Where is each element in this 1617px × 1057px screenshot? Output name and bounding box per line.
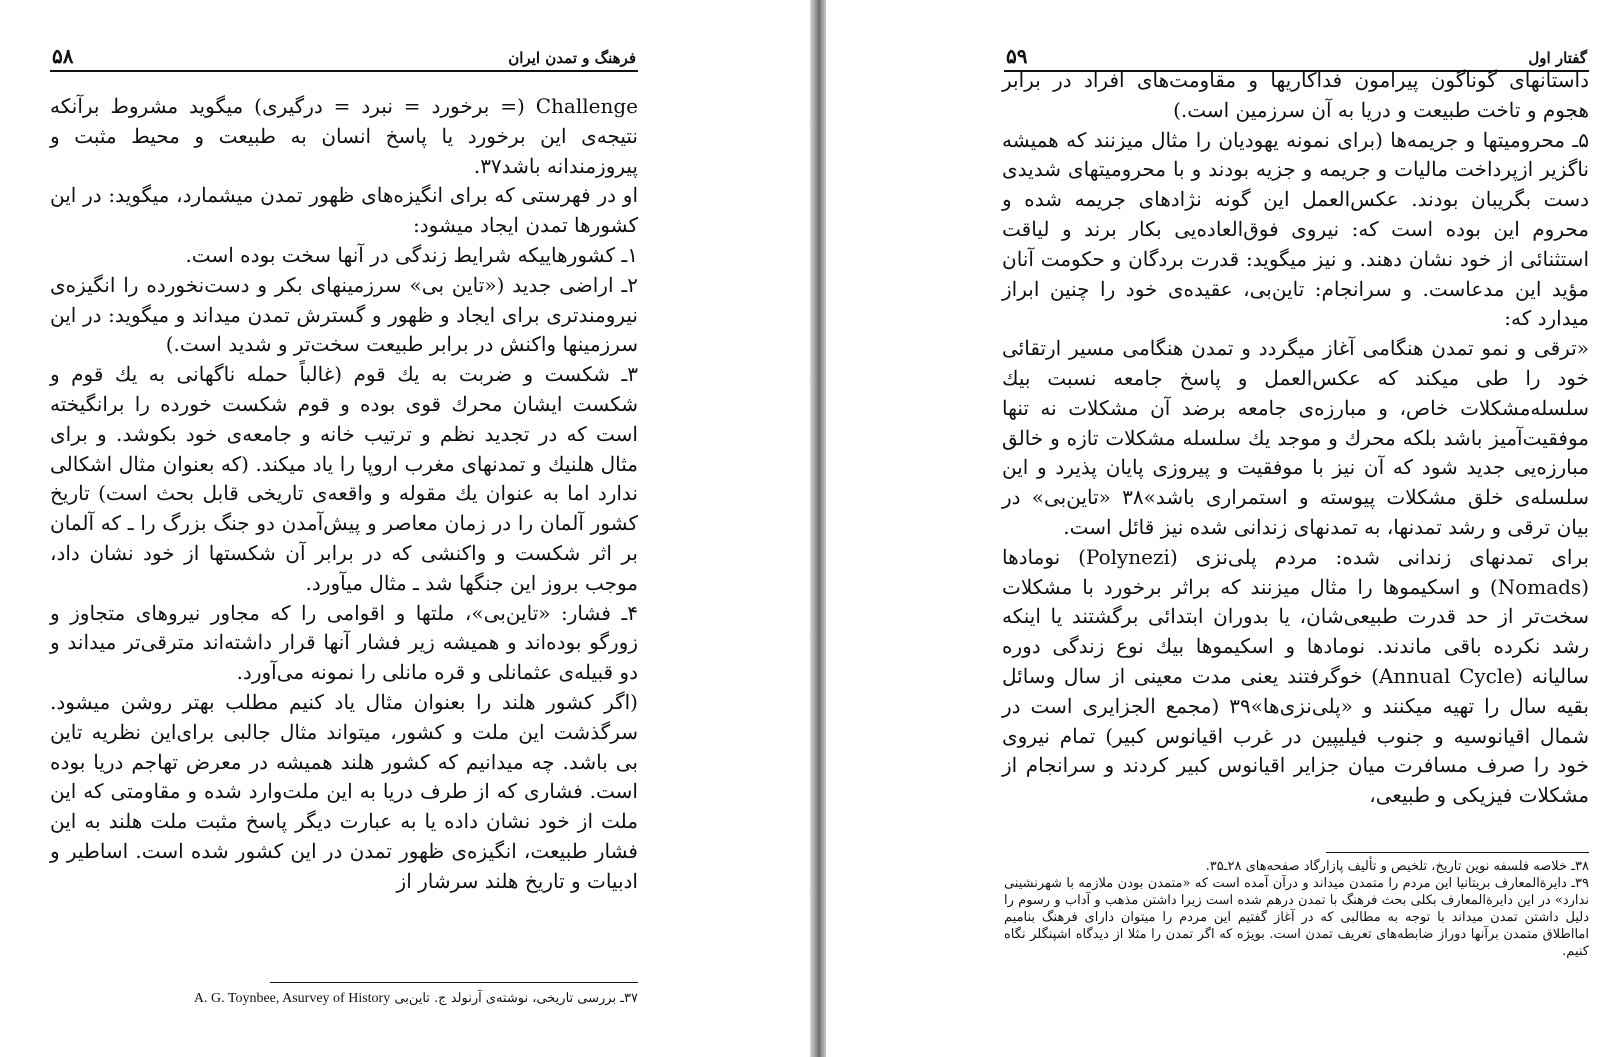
paragraph: (اگر کشور هلند را بعنوان مثال یاد کنیم مطلب بهتر روشن میشود. سرگذشت این ملت و کشور، میتواند مثال جالبی برای‌این نظریه تاین بی باشد. چه میدانیم که کشور هلند همیشه در معرض تهاجم دریا بوده است. فشاری که از طرف دریا به این ملت‌وارد شده و مقاومتی که این ملت از خود نشان داده یا به عبارت دیگر پاسخ مثبت ملت هلند به این فشار طبیعت، انگیزه‌ی ظهور تمدن در این کشور شده است. اساطیر و ادبیات و تاریخ هلند سرشار از bbox=[50, 689, 638, 893]
running-title: فرهنگ و تمدن ایران bbox=[508, 49, 636, 67]
paragraph: داستانهای گوناگون پیرامون فداکاریها و مقاومت‌های افراد در برابر هجوم و تاخت طبیعت و دریا به آن سرزمین است.) bbox=[1002, 68, 1589, 122]
footnote: ۳۸ـ خلاصه فلسفه نوین تاریخ، تلخیص و تألیف پازارگاد صفحه‌های ۲۸ـ۳۵. bbox=[1205, 859, 1589, 874]
body-text bbox=[1002, 66, 1589, 811]
page-number: ۵۹ bbox=[1006, 44, 1028, 68]
paragraph: برای تمدنهای زندانی شده: مردم پلی‌نزی (Polynezi) نومادها (Nomads) و اسکیموها را مثال میزنند که براثر برخورد با مشکلات سخت‌تر از حد قدرت طبیعی‌شان، یا بدوران ابتدائی برگشتند یا اینکه رشد نکرده باقی ماندند. نومادها و اسکیموها بیك نوع زندگی دوره سالیانه (Annual Cycle) خوگرفتند یعنی مدت معینی از سال وسائل بقیه سال را تهیه میکنند و «پلی‌نزی‌ها»۳۹ (مجمع الجزایری است در شمال اقیانوسیه و جنوب فیلیپین در غرب اقیانوس کبیر) تمام نیروی خود را صرف مسافرت میان جزایر اقیانوس کبیر کردند و سرانجام از مشکلات فیزیکی و طبیعی، bbox=[1002, 544, 1590, 808]
paragraph: ۱ـ کشورهاییکه شرایط زندگی در آنها سخت بوده است. bbox=[185, 242, 638, 267]
body-text bbox=[50, 92, 638, 897]
running-head bbox=[1006, 44, 1587, 68]
footnotes bbox=[50, 990, 638, 1007]
paragraph: ۲ـ اراضی جدید («تاین بی» سرزمینهای بکر و دست‌نخورده را انگیزه‌ی نیرومندتری برای ایجاد و ظهور و گسترش تمدن میداند و میگوید: در این سرزمینها واکنش در برابر طبیعت سخت‌تر و شدید است.) bbox=[50, 272, 638, 357]
footnote-text: ۳۷ـ بررسی تاریخی، نوشته‌ی آرنولد ج. تاین‌بی bbox=[394, 991, 638, 1006]
footnotes bbox=[1004, 858, 1589, 960]
book-gutter bbox=[810, 0, 826, 1057]
paragraph: ۴ـ فشار: «تاین‌بی»، ملتها و اقوامی را که مجاور نیروهای متجاوز و زورگو بوده‌اند و همیشه زیر فشار آنها قرار داشته‌اند مترقی‌تر میداند و دو قبیله‌ی عثمانلی و قره مانلی را نمونه می‌آورد. bbox=[50, 600, 638, 685]
paragraph: Challenge (= برخورد = نبرد = درگیری) میگوید مشروط برآنکه نتیجه‌ی این برخورد یا پاسخ انسان به طبیعت و محیط مثبت و پیروزمندانه باشد۳۷. bbox=[50, 94, 638, 178]
header-rule bbox=[50, 70, 638, 72]
footnote-rule bbox=[270, 982, 638, 983]
paragraph: او در فهرستی که برای انگیزه‌های ظهور تمدن میشمارد، میگوید: در این کشورها تمدن ایجاد میشود: bbox=[50, 183, 638, 238]
paragraph: ۳ـ شکست و ضربت به یك قوم (غالباً حمله ناگهانی به یك قوم و شکست ایشان محرك قوی بوده و قوم شکست خورده را برانگیخته است که در تجدید نظم و ترتیب خانه و جامعه‌ی خود بکوشد. و برای مثال هلنیك و تمدنهای مغرب اروپا را یاد میکند. (که بعنوان مثال اشکالی ندارد اما به عنوان یك مقوله و واقعه‌ی تاریخی قابل بحث است) تاریخ کشور آلمان را در زمان معاصر و پیش‌آمدن دو جنگ بزرگ را ـ که آلمان بر اثر شکست و واکنشی که در برابر آن شکستها از خود نشان داد، موجب بروز این جنگها شد ـ مثال میآورد. bbox=[50, 362, 639, 595]
footnote-rule bbox=[1326, 852, 1589, 853]
right-page bbox=[826, 0, 1617, 1057]
footnote: ۳۹ـ دایرةالمعارف بریتانیا این مردم را متمدن میداند و درآن آمده است که «متمدن بودن ملازمه با شهرنشینی ندارد» در این دایرةالمعارف بکلی بحث فرهنگ با تمدن درهم شده است زیرا داشتن مذهب و آداب و رسوم را دلیل داشتن تمدن میداند با توجه به مطالبی که در آغاز گفتیم این مردم را میتوان دارای فرهنگ بنامیم امااطلاق متمدن برآنها دوراز ضابطه‌های تعریف تمدن است. بویژه که اگر تمدن را مثلا از دیدگاه اشپنگلر نگاه کنیم. bbox=[1004, 876, 1589, 959]
page-number: ۵۸ bbox=[52, 44, 74, 68]
paragraph: «ترقی و نمو تمدن هنگامی آغاز میگردد و تمدن هنگامی مسیر ارتقائی خود را طی میکند که عکس‌العمل و پاسخ جامعه نسبت بیك سلسله‌مشکلات خاص، و مبارزه‌ی جامعه برضد آن مشکلات نه تنها موفقیت‌آمیز باشد بلکه محرك و موجد یك سلسله مشکلات تازه و خالق مبارزه‌یی جدید شود که آن نیز با موفقیت و پیروزی پایان پذیرد و این سلسله‌ی خلق مشکلات پیوسته و استمراری باشد»۳۸ «تاین‌بی» در بیان ترقی و رشد تمدنها، به تمدنهای زندانی شده نیز قائل است. bbox=[1002, 336, 1589, 539]
running-title: گفتار اول bbox=[1528, 49, 1587, 67]
footnote bbox=[50, 990, 638, 1007]
paragraph: ۵ـ محرومیتها و جریمه‌ها (برای نمونه یهودیان را مثال میزنند که همیشه ناگزیر ازپرداخت مالیات و جریمه و جزیه بودند و با محرومیتهای شدیدی دست بگریبان بودند. عکس‌العمل این گونه نژادهای جریمه شده و محروم این بوده است که: نیروی فوق‌العاده‌یی بکار برند و لیاقت استثنائی از خود نشان دهند. و نیز میگوید: قدرت بردگان و حکومت آنان مؤید این مدعاست. و سرانجام: تاین‌بی، عقیده‌ی خود را چنین ابراز میدارد که: bbox=[1002, 127, 1589, 331]
footnote-english-title: A. G. Toynbee, Asurvey of History bbox=[193, 991, 391, 1006]
running-head bbox=[52, 44, 636, 68]
